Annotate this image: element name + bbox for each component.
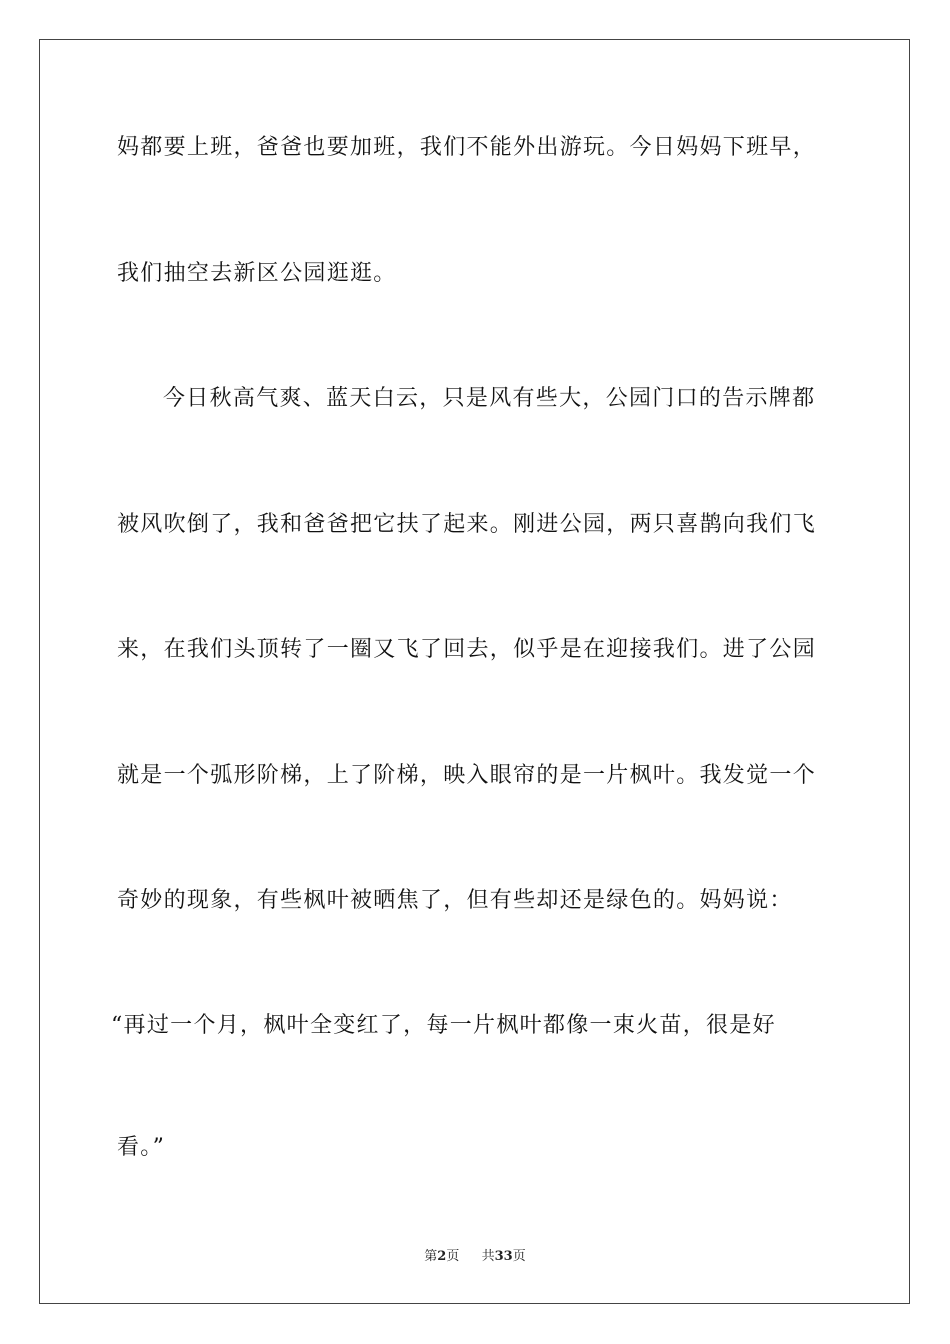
footer-page-number: 2 (437, 1249, 447, 1264)
text-line-3-paragraph-start: 今日秋高气爽、蓝天白云，只是风有些大，公园门口的告示牌都 (163, 386, 816, 411)
text-line-2: 我们抽空去新区公园逛逛。 (117, 261, 397, 286)
page-border (39, 39, 910, 1304)
text-line-7: 奇妙的现象，有些枫叶被晒焦了，但有些却还是绿色的。妈妈说： (117, 888, 793, 913)
footer-total-prefix: 共 (481, 1249, 495, 1264)
text-line-1: 妈都要上班，爸爸也要加班，我们不能外出游玩。今日妈妈下班早， (117, 135, 817, 160)
text-line-5: 来，在我们头顶转了一圈又飞了回去，似乎是在迎接我们。进了公园 (117, 637, 817, 662)
text-line-9: 看。” (117, 1135, 166, 1160)
footer-page-prefix: 第 (424, 1249, 438, 1264)
text-line-8: “再过一个月，枫叶全变红了，每一片枫叶都像一束火苗，很是好 (111, 1013, 776, 1038)
text-line-6: 就是一个弧形阶梯，上了阶梯，映入眼帘的是一片枫叶。我发觉一个 (117, 763, 817, 788)
text-line-4: 被风吹倒了，我和爸爸把它扶了起来。刚进公园，两只喜鹊向我们飞 (117, 512, 817, 537)
footer-page-suffix: 页 (446, 1249, 460, 1264)
page-footer (0, 1248, 950, 1266)
footer-total-pages: 33 (494, 1249, 513, 1264)
footer-total-suffix: 页 (512, 1249, 526, 1264)
